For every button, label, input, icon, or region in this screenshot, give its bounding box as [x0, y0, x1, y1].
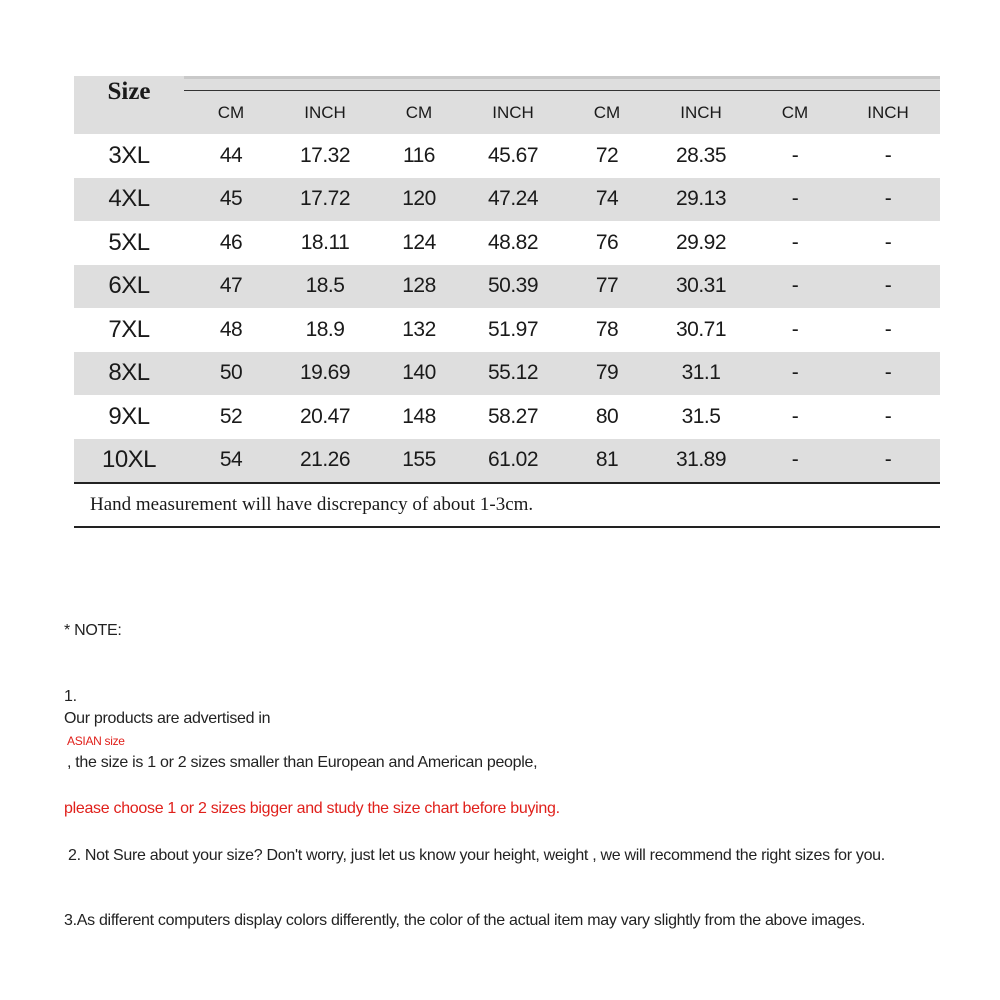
measurement-cell: 140 — [402, 361, 436, 385]
table-row — [74, 178, 940, 222]
measurement-cell: 55.12 — [487, 361, 539, 385]
measurement-cell: - — [884, 448, 892, 472]
size-cell: 7XL — [108, 315, 150, 343]
note-2: 2. Not Sure about your size? Don't worry, just let us know your height, weight , we will recommend the right sizes for you. — [68, 847, 885, 864]
measurement-cell: 46 — [219, 230, 243, 254]
measurement-cell: - — [884, 143, 892, 167]
measurement-cell: 78 — [595, 317, 619, 341]
measurement-cell: 58.27 — [487, 404, 539, 428]
table-row — [74, 134, 940, 178]
header-top-strip — [184, 76, 940, 79]
size-cell: 6XL — [108, 272, 150, 300]
note-1-text: Our products are advertised in — [64, 710, 271, 727]
measurement-cell: - — [791, 448, 799, 472]
measurement-cell: 50.39 — [487, 274, 539, 298]
size-chart-table — [74, 76, 940, 528]
unit-header: INCH — [680, 103, 722, 122]
measurement-cell: 148 — [402, 404, 436, 428]
measurement-cell: 44 — [219, 143, 243, 167]
table-row — [74, 265, 940, 309]
measurement-cell: 29.13 — [675, 187, 727, 211]
table-row — [74, 439, 940, 483]
unit-header: CM — [217, 103, 245, 122]
measurement-cell: - — [884, 230, 892, 254]
measurement-cell: 18.5 — [305, 274, 345, 298]
size-cell: 4XL — [108, 185, 150, 213]
note-1-continuation: , the size is 1 or 2 sizes smaller than European and American people, — [67, 754, 538, 771]
size-cell: 8XL — [108, 359, 150, 387]
measurement-cell: 45.67 — [487, 143, 539, 167]
measurement-cell: 132 — [402, 317, 436, 341]
measurement-cell: - — [791, 404, 799, 428]
unit-header: CM — [405, 103, 433, 122]
measurement-cell: 128 — [402, 274, 436, 298]
measurement-cell: 50 — [219, 361, 243, 385]
size-cell: 3XL — [108, 141, 150, 169]
table-row — [74, 221, 940, 265]
size-column-header: Size — [107, 78, 151, 105]
measurement-cell: - — [791, 317, 799, 341]
table-body — [74, 134, 940, 482]
measurement-cell: - — [884, 274, 892, 298]
measurement-disclaimer: Hand measurement will have discrepancy of about 1-3cm. — [90, 494, 534, 515]
size-warning: please choose 1 or 2 sizes bigger and study the size chart before buying. — [64, 800, 560, 817]
measurement-cell: 124 — [402, 230, 436, 254]
unit-header: INCH — [492, 103, 534, 122]
measurement-cell: - — [884, 187, 892, 211]
measurement-cell: - — [791, 230, 799, 254]
measurement-cell: - — [791, 361, 799, 385]
measurement-cell: 116 — [403, 143, 435, 167]
measurement-cell: 29.92 — [675, 230, 727, 254]
size-cell: 9XL — [108, 402, 150, 430]
measurement-cell: 155 — [402, 448, 436, 472]
measurement-cell: 31.89 — [675, 448, 727, 472]
measurement-cell: 18.11 — [300, 230, 350, 254]
measurement-cell: 51.97 — [487, 317, 539, 341]
measurement-cell: 18.9 — [305, 317, 345, 341]
table-row — [74, 395, 940, 439]
unit-header-row — [74, 92, 940, 134]
measurement-cell: 52 — [219, 404, 243, 428]
asian-size-highlight: ASIAN size — [67, 734, 125, 748]
measurement-cell: 17.32 — [299, 143, 351, 167]
measurement-cell: - — [884, 404, 892, 428]
measurement-cell: 48.82 — [487, 230, 539, 254]
unit-header: INCH — [304, 103, 346, 122]
measurement-cell: - — [791, 274, 799, 298]
measurement-cell: 47.24 — [487, 187, 539, 211]
measurement-cell: 30.71 — [675, 317, 727, 341]
unit-header: INCH — [867, 103, 909, 122]
measurement-cell: 28.35 — [675, 143, 727, 167]
measurement-cell: 48 — [219, 317, 243, 341]
measurement-cell: 30.31 — [675, 274, 727, 298]
unit-header: CM — [781, 103, 809, 122]
measurement-cell: - — [791, 143, 799, 167]
note-3: 3.As different computers display colors differently, the color of the actual item may vary slightly from the above images. — [64, 912, 866, 929]
measurement-cell: 77 — [595, 274, 619, 298]
measurement-cell: 80 — [595, 404, 619, 428]
table-row — [74, 308, 940, 352]
measurement-cell: 76 — [595, 230, 619, 254]
measurement-cell: 74 — [595, 187, 619, 211]
note-heading: * NOTE: — [64, 622, 122, 639]
measurement-cell: 54 — [219, 448, 243, 472]
measurement-cell: 45 — [219, 187, 243, 211]
measurement-cell: 31.1 — [681, 361, 721, 385]
table-row — [74, 352, 940, 396]
measurement-cell: 61.02 — [487, 448, 539, 472]
measurement-cell: - — [884, 361, 892, 385]
measurement-cell: 17.72 — [299, 187, 351, 211]
table-footer — [74, 482, 940, 528]
measurement-cell: 120 — [402, 187, 436, 211]
table-header — [74, 76, 940, 134]
measurement-cell: - — [791, 187, 799, 211]
unit-header: CM — [593, 103, 621, 122]
note-1-number: 1. — [64, 688, 77, 705]
measurement-cell: - — [884, 317, 892, 341]
measurement-cell: 47 — [219, 274, 243, 298]
measurement-cell: 81 — [595, 448, 619, 472]
measurement-cell: 72 — [595, 143, 619, 167]
measurement-cell: 79 — [595, 361, 619, 385]
measurement-cell: 19.69 — [299, 361, 351, 385]
measurement-cell: 20.47 — [299, 404, 351, 428]
header-divider — [184, 90, 940, 91]
size-cell: 10XL — [101, 446, 157, 474]
size-cell: 5XL — [108, 228, 150, 256]
measurement-cell: 31.5 — [681, 404, 721, 428]
measurement-cell: 21.26 — [299, 448, 351, 472]
